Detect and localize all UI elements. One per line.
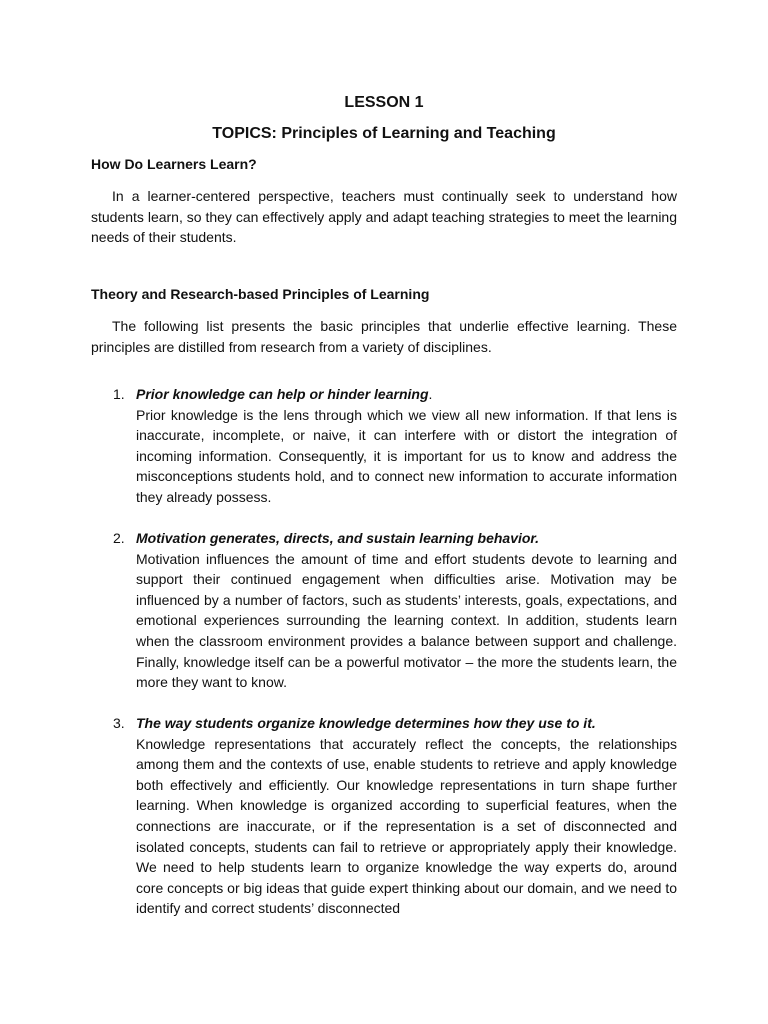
principle-title-text: Motivation generates, directs, and sustain learning behavior. (136, 530, 539, 546)
principle-title-text: Prior knowledge can help or hinder learning (136, 386, 429, 402)
principle-title (136, 384, 432, 405)
principle-title (136, 528, 539, 549)
principle-body: Knowledge representations that accurately reflect the concepts, the relationships among them and the contexts of use, enable students to retrieve and apply knowledge both effectively and efficiently. Our knowledge representations in turn shape further learning. When knowledge is organized according to superficial features, when the connections are inaccurate, or if the representation is a set of disconnected and isolated concepts, students can fail to retrieve or appropriately apply their knowledge. We need to help students learn to organize knowledge the way experts do, around core concepts or big ideas that guide expert thinking about our domain, and we need to identify and correct students’ disconnected (136, 735, 677, 917)
principles-intro-paragraph: The following list presents the basic principles that underlie effective learning. These principles are distilled from research from a variety of disciplines. (91, 318, 677, 355)
principle-title (136, 713, 596, 734)
principle-number: 1. (113, 386, 125, 402)
intro-paragraph: In a learner-centered perspective, teachers must continually seek to understand how students learn, so they can effectively apply and adapt teaching strategies to meet the learning needs of their students. (91, 188, 677, 246)
principle-body: Prior knowledge is the lens through which we view all new information. If that lens is inaccurate, incomplete, or naive, it can interfere with or distort the integration of incoming information. Consequently, it is important for us to know and address the misconceptions students hold, and to connect new information to accurate information they already possess. (136, 406, 677, 505)
principle-number: 3. (113, 715, 125, 731)
lesson-label: LESSON 1 (344, 94, 424, 111)
principle-title-text: The way students organize knowledge determines how they use to it. (136, 715, 596, 731)
principle-number: 2. (113, 530, 125, 546)
principle-body: Motivation influences the amount of time and effort students devote to learning and support their continued engagement when difficulties arise. Motivation may be influenced by a number of factors, such as students’ interests, goals, expectations, and emotional experiences surrounding the learning context. In addition, students learn when the classroom environment provides a balance between support and challenge. Finally, knowledge itself can be a powerful motivator – the more the students learn, the more they want to know. (136, 550, 677, 691)
topics-title: TOPICS: Principles of Learning and Teaching (212, 125, 556, 142)
section-heading-how-learners-learn: How Do Learners Learn? (91, 156, 257, 172)
principle-title-suffix: . (428, 386, 433, 402)
section-heading-principles: Theory and Research-based Principles of Learning (91, 286, 430, 302)
